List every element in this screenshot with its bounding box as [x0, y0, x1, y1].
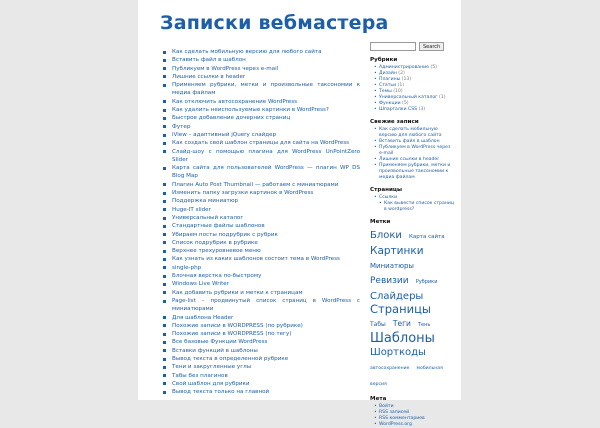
- bullet-icon: [163, 109, 166, 112]
- bullet-icon: [163, 192, 166, 195]
- tag-link[interactable]: Теги: [392, 319, 411, 328]
- bullet-icon: [163, 208, 166, 211]
- category-count: (10): [393, 89, 403, 94]
- post-title[interactable]: Лишние ссылки в header: [172, 73, 246, 80]
- pages-title: Страницы: [370, 187, 403, 193]
- bullet-icon: [163, 333, 166, 336]
- post-title[interactable]: Универсальный каталог: [172, 214, 244, 221]
- bullet-icon: [163, 358, 166, 361]
- tag-link[interactable]: Миниатюры: [370, 262, 414, 270]
- post-link[interactable]: [160, 297, 360, 314]
- post-link[interactable]: [160, 255, 360, 263]
- post-link[interactable]: [160, 347, 360, 355]
- post-title[interactable]: Как создать свой шаблон страницы для сайта на WordPress: [172, 140, 350, 147]
- post-title[interactable]: Как отключить автосохранение WordPress: [172, 98, 298, 105]
- post-link[interactable]: [160, 280, 360, 288]
- tag-cloud: [370, 227, 454, 390]
- post-link[interactable]: [160, 330, 360, 338]
- bullet-icon: [163, 225, 166, 228]
- post-title[interactable]: Плагин Auto Post Thumbnail — работаем с миниатюрами: [172, 181, 339, 188]
- category-name[interactable]: Плагины: [379, 77, 401, 82]
- post-title[interactable]: Карта сайта для пользователей WordPress — плагин WP DS Blog Map: [172, 165, 360, 180]
- post-list: [160, 48, 360, 396]
- tag-link[interactable]: Рубрики: [415, 279, 438, 285]
- bullet-icon: [163, 349, 166, 352]
- category-count: (5): [430, 65, 437, 70]
- post-link[interactable]: [160, 189, 360, 197]
- category-name[interactable]: Темы: [379, 89, 392, 94]
- sidebar: [370, 42, 454, 428]
- bullet-icon: [163, 291, 166, 294]
- post-title[interactable]: Как добавить рубрики и метки к страницам: [172, 289, 303, 296]
- tag-link[interactable]: Шорткоды: [370, 347, 426, 358]
- post-title[interactable]: Как сделать мобильную версию для любого сайта: [172, 49, 322, 55]
- tag-link[interactable]: автосохранение: [370, 366, 410, 371]
- post-link[interactable]: [160, 380, 360, 388]
- post-link[interactable]: [160, 206, 360, 214]
- post-link[interactable]: [160, 73, 360, 81]
- post-title[interactable]: Похожие записи в WORDPRESS (по рубрике): [172, 322, 303, 329]
- category-name[interactable]: Шпаргалки CSS: [379, 107, 418, 112]
- post-title[interactable]: Как удалить неиспользуемые картинки в WordPress?: [172, 107, 329, 114]
- post-title[interactable]: Быстрое добавление дочерних страниц: [172, 115, 291, 122]
- bullet-icon: [163, 59, 166, 62]
- post-title[interactable]: Применяем рубрики, метки и произвольные таксономии к медиа файлам: [172, 82, 360, 97]
- post-link[interactable]: [160, 239, 360, 247]
- tag-link[interactable]: Карта сайта: [409, 234, 445, 240]
- post-title[interactable]: iView – адаптивный jQuery слайдер: [172, 131, 277, 138]
- post-link[interactable]: [160, 338, 360, 346]
- bullet-icon: [163, 382, 166, 385]
- tag-link[interactable]: Слайдеры: [370, 291, 424, 302]
- post-title[interactable]: Похожие записи в WORDPRESS (по тегу): [172, 331, 292, 338]
- post-link[interactable]: [160, 65, 360, 73]
- category-name[interactable]: Администрирование: [379, 65, 429, 70]
- post-link[interactable]: [160, 355, 360, 363]
- meta-link[interactable]: • WordPress.org: [374, 422, 454, 428]
- post-title[interactable]: single-php: [172, 264, 202, 271]
- search-input[interactable]: [370, 42, 416, 51]
- bullet-icon: [163, 142, 166, 145]
- post-link[interactable]: [160, 222, 360, 230]
- bullet-icon: [163, 341, 166, 344]
- category-name[interactable]: Статьи: [379, 83, 397, 88]
- categories-title: Рубрики: [370, 57, 398, 63]
- post-link[interactable]: [160, 289, 360, 297]
- tag-link[interactable]: Страницы: [370, 302, 431, 316]
- post-link[interactable]: [160, 48, 360, 56]
- post-title[interactable]: Поддержка миниатюр: [172, 198, 239, 205]
- recent-posts-widget: [370, 119, 454, 181]
- bullet-icon: [163, 217, 166, 220]
- site-title[interactable]: Записки вебмастера: [160, 12, 389, 34]
- post-title[interactable]: Список подрубрик в рубрике: [172, 239, 258, 246]
- bullet-icon: [163, 324, 166, 327]
- post-link[interactable]: [160, 81, 360, 98]
- meta-widget: [370, 396, 454, 428]
- search-form: [370, 42, 454, 51]
- recent-posts-title: Свежие записи: [370, 119, 419, 125]
- meta-title: Мета: [370, 396, 387, 402]
- tags-title: Метки: [370, 219, 391, 225]
- post-title[interactable]: Вставить файл в шаблон: [172, 57, 246, 64]
- tag-link[interactable]: мобильная версия: [370, 366, 443, 387]
- category-count: (3): [418, 107, 426, 112]
- category-count: (1): [439, 95, 446, 100]
- bullet-icon: [163, 167, 166, 170]
- tag-link[interactable]: Блоки: [370, 230, 402, 241]
- subpage-link[interactable]: • Как вывести список страниц в wordpress?: [374, 201, 454, 213]
- bullet-icon: [163, 266, 166, 269]
- post-link[interactable]: [160, 264, 360, 272]
- recent-post-link[interactable]: • Публикуем в WordPress через e-mail: [374, 145, 454, 157]
- bullet-icon: [163, 125, 166, 128]
- meta-link[interactable]: • Войти: [374, 404, 454, 410]
- tag-link[interactable]: Табы: [370, 321, 386, 328]
- post-title[interactable]: Слайд-шоу с помощью плагина для WordPress UnPointZero Slider: [172, 148, 360, 163]
- page-container: [138, 0, 461, 427]
- pages-list: [370, 195, 454, 213]
- meta-link[interactable]: • RSS записей: [374, 410, 454, 416]
- post-link[interactable]: [160, 123, 360, 131]
- bullet-icon: [163, 233, 166, 236]
- recent-posts-list: [370, 127, 454, 181]
- post-link[interactable]: [160, 388, 360, 396]
- post-link[interactable]: [160, 363, 360, 371]
- bullet-icon: [163, 134, 166, 137]
- bullet-icon: [163, 51, 166, 54]
- recent-post-link[interactable]: • Как сделать мобильную версию для любого сайта: [374, 127, 454, 139]
- post-link[interactable]: [160, 322, 360, 330]
- category-name[interactable]: Дизайн: [379, 71, 397, 76]
- search-button[interactable]: Search: [419, 42, 444, 51]
- bullet-icon: [163, 100, 166, 103]
- bullet-icon: [163, 183, 166, 186]
- recent-post-link[interactable]: • Применяем рубрики, метки и произвольные таксономии к медиа файлам: [374, 163, 454, 181]
- post-title[interactable]: Табы без плагинов: [172, 372, 228, 379]
- bullet-icon: [163, 150, 166, 153]
- recent-post-link[interactable]: • Вставить файл в шаблон: [374, 139, 454, 145]
- bullet-icon: [163, 258, 166, 261]
- post-link[interactable]: [160, 114, 360, 122]
- bullet-icon: [163, 374, 166, 377]
- post-link[interactable]: [160, 372, 360, 380]
- bullet-icon: [163, 250, 166, 253]
- post-link[interactable]: [160, 106, 360, 114]
- post-title[interactable]: Windows Live Writer: [172, 281, 230, 288]
- pages-widget: [370, 187, 454, 213]
- post-title[interactable]: Все базовые Функции WordPress: [172, 339, 268, 346]
- category-count: (13): [401, 77, 412, 82]
- post-link[interactable]: [160, 56, 360, 64]
- post-title[interactable]: Верхнее трехуровневое меню: [172, 248, 261, 255]
- post-title[interactable]: Huge-IT slider: [172, 206, 211, 213]
- post-title[interactable]: Убираем посты подрубрик с рубрик: [172, 231, 278, 238]
- post-title[interactable]: Стандартные файлы шаблонов: [172, 223, 265, 230]
- post-link[interactable]: [160, 131, 360, 139]
- bullet-icon: [163, 275, 166, 278]
- post-link[interactable]: [160, 314, 360, 322]
- tag-link[interactable]: Картинки: [370, 245, 424, 257]
- post-link[interactable]: [160, 214, 360, 222]
- post-link[interactable]: [160, 181, 360, 189]
- post-link[interactable]: [160, 164, 360, 181]
- bullet-icon: [163, 391, 166, 394]
- bullet-icon: [163, 200, 166, 203]
- category-count: (2): [398, 71, 405, 76]
- bullet-icon: [163, 241, 166, 244]
- post-title[interactable]: Публикуем в WordPress через e-mail: [172, 65, 279, 72]
- tag-link[interactable]: Шаблоны: [370, 331, 435, 346]
- post-title[interactable]: Вывод текста в определенной рубрике: [172, 355, 289, 362]
- post-link[interactable]: [160, 139, 360, 147]
- post-link[interactable]: [160, 247, 360, 255]
- post-title[interactable]: Изменить папку загрузки картинок в WordPress: [172, 190, 314, 197]
- bullet-icon: [163, 84, 166, 87]
- post-title[interactable]: Для шаблона Header: [172, 314, 234, 321]
- category-name[interactable]: Функции: [379, 101, 401, 106]
- tag-link[interactable]: Тень: [417, 322, 431, 328]
- bullet-icon: [163, 316, 166, 319]
- bullet-icon: [163, 75, 166, 78]
- post-title[interactable]: Блочная верстка по-быстрому: [172, 273, 262, 280]
- category-count: (5): [402, 101, 409, 106]
- category-name[interactable]: Универсальный каталог: [379, 95, 438, 100]
- bullet-icon: [163, 300, 166, 303]
- bullet-icon: [163, 283, 166, 286]
- tags-widget: [370, 219, 454, 390]
- post-link[interactable]: [160, 148, 360, 165]
- meta-link[interactable]: • RSS комментариев: [374, 416, 454, 422]
- meta-list: [370, 404, 454, 428]
- post-title[interactable]: Вывод текста только на главной: [172, 389, 270, 396]
- post-link[interactable]: [160, 197, 360, 205]
- post-title[interactable]: Свой шаблон для рубрики: [172, 380, 250, 387]
- post-title[interactable]: Тени и закругленные углы: [172, 364, 252, 371]
- category-count: (1): [397, 83, 405, 88]
- post-title[interactable]: Футер: [172, 123, 191, 130]
- post-link[interactable]: [160, 231, 360, 239]
- post-link[interactable]: [160, 272, 360, 280]
- post-list-container: [160, 48, 360, 396]
- category-item[interactable]: [374, 107, 454, 113]
- tag-link[interactable]: Ревизии: [370, 276, 409, 286]
- post-link[interactable]: [160, 98, 360, 106]
- bullet-icon: [163, 366, 166, 369]
- recent-post-link[interactable]: • Лишние ссылки в header: [374, 157, 454, 163]
- page-link[interactable]: • Ссылки: [374, 195, 454, 201]
- post-title[interactable]: Как узнать из каких шаблонов состоит тема в WordPress: [172, 256, 340, 263]
- categories-list: [370, 65, 454, 113]
- post-title[interactable]: Page-list – продвинутый список страниц в WordPress с миниатюрами: [172, 297, 360, 313]
- post-title[interactable]: Вставки функций в шаблоны: [172, 347, 258, 354]
- categories-widget: [370, 57, 454, 113]
- bullet-icon: [163, 117, 166, 120]
- bullet-icon: [163, 67, 166, 70]
